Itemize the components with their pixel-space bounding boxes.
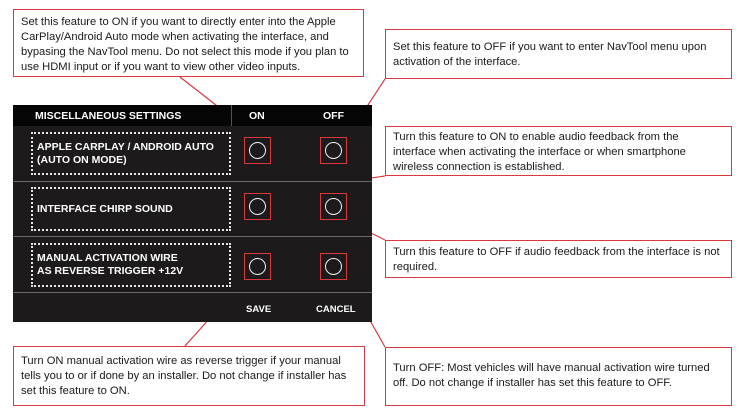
miscellaneous-settings-panel <box>13 105 372 322</box>
carplay-off-radio[interactable] <box>320 137 347 164</box>
setting-label-carplay <box>31 132 231 175</box>
radio-circle-icon <box>249 142 266 159</box>
callout-carplay-off: Set this feature to OFF if you want to enter NavTool menu upon activation of the interface. <box>385 29 732 79</box>
callout-chirp-on: Turn this feature to ON to enable audio feedback from the interface when activating the interface or when smartphone wireless connection is established. <box>385 126 732 176</box>
setting-row-carplay <box>13 126 372 181</box>
callout-carplay-on: Set this feature to ON if you want to directly enter into the Apple CarPlay/Android Auto mode when activating the interface, and bypasing the NavTool menu. Do not select this mode if you plan to use HDMI input or if you want to view other video inputs. <box>13 9 364 77</box>
settings-title: MISCELLANEOUS SETTINGS <box>35 110 182 122</box>
radio-circle-icon <box>325 258 342 275</box>
setting-row-chirp <box>13 181 372 237</box>
manual-wire-on-radio[interactable] <box>244 253 271 280</box>
chirp-off-radio[interactable] <box>320 193 347 220</box>
label-line: MANUAL ACTIVATION WIRE <box>37 252 178 264</box>
cancel-button[interactable]: CANCEL <box>316 304 356 315</box>
callout-chirp-off: Turn this feature to OFF if audio feedback from the interface is not required. <box>385 240 732 278</box>
carplay-on-radio[interactable] <box>244 137 271 164</box>
column-off-label: OFF <box>323 110 344 122</box>
column-on-label: ON <box>249 110 265 122</box>
save-button[interactable]: SAVE <box>246 304 272 315</box>
radio-circle-icon <box>325 142 342 159</box>
setting-row-manual-wire <box>13 236 372 293</box>
radio-circle-icon <box>325 198 342 215</box>
setting-label-manual-wire <box>31 243 231 287</box>
callout-wire-off: Turn OFF: Most vehicles will have manual activation wire turned off. Do not change if installer has set this feature to OFF. <box>385 347 732 406</box>
manual-wire-off-radio[interactable] <box>320 253 347 280</box>
radio-circle-icon <box>249 198 266 215</box>
settings-header <box>13 105 372 126</box>
callout-wire-on: Turn ON manual activation wire as reverse trigger if your manual tells you to or if done by an installer. Do not change if installer has set this feature to ON. <box>13 346 365 406</box>
settings-footer <box>13 292 372 323</box>
chirp-on-radio[interactable] <box>244 193 271 220</box>
label-line: (AUTO ON MODE) <box>37 153 127 166</box>
radio-circle-icon <box>249 258 266 275</box>
header-divider <box>231 105 232 126</box>
label-line: INTERFACE CHIRP SOUND <box>37 202 173 215</box>
label-line: AS REVERSE TRIGGER +12V <box>37 265 184 277</box>
label-line: APPLE CARPLAY / ANDROID AUTO <box>37 140 214 153</box>
setting-label-chirp <box>31 187 231 231</box>
